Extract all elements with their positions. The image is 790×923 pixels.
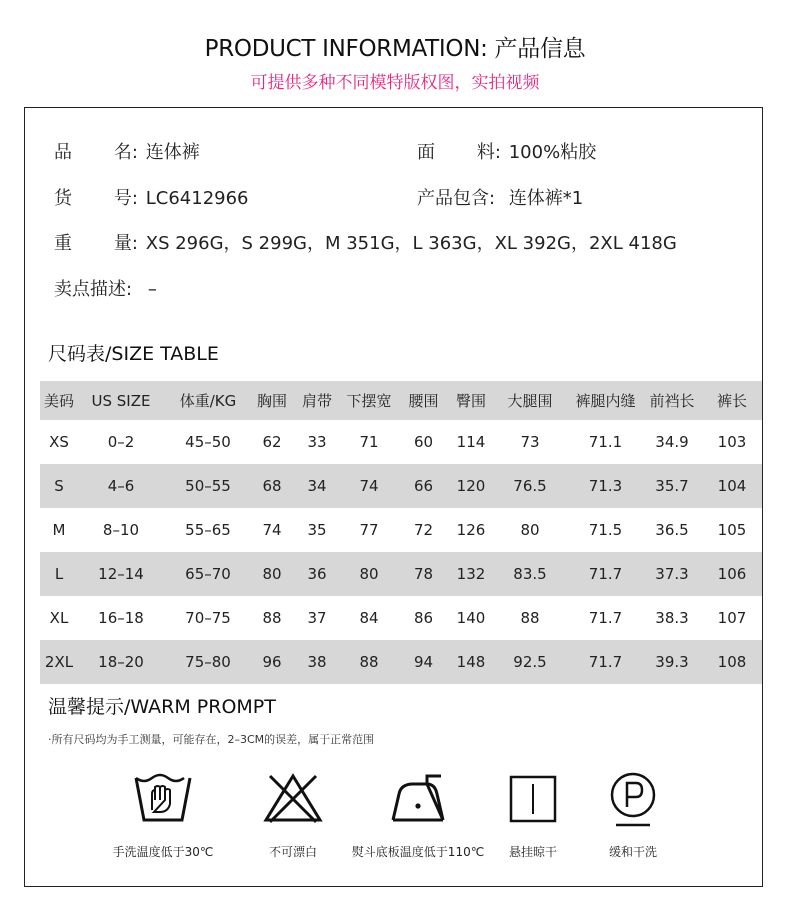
table-row — [40, 596, 762, 640]
table-cell: 0–2 — [107, 433, 135, 451]
includes-value: 连体裤*1 — [508, 188, 584, 209]
table-cell: 74 — [262, 521, 282, 539]
table-cell: 132 — [456, 565, 486, 583]
no-bleach-icon — [262, 770, 324, 826]
table-row — [40, 508, 762, 552]
size-table-header-cell: 体重/KG — [179, 392, 237, 410]
size-table-header-cell: 臀围 — [455, 392, 486, 410]
table-cell: 105 — [717, 521, 747, 539]
table-row — [40, 464, 762, 508]
table-cell: 140 — [456, 609, 486, 627]
page-subtitle: 可提供多种不同模特版权图，实拍视频 — [250, 73, 540, 93]
fabric-row: 面 料: 100%粘胶 — [417, 142, 597, 163]
size-table — [40, 381, 762, 684]
table-cell: 70–75 — [185, 609, 231, 627]
measurement-note: ·所有尺码均为手工测量，可能存在，2–3CM的误差，属于正常范围 — [48, 733, 375, 746]
table-cell: 66 — [413, 477, 434, 495]
table-cell: 18–20 — [98, 653, 144, 671]
table-cell: 80 — [520, 521, 540, 539]
size-table-header-cell: US SIZE — [91, 391, 151, 410]
table-cell: 71.5 — [588, 521, 623, 539]
table-cell: XL — [49, 609, 69, 627]
selling-points-value: – — [147, 279, 157, 300]
table-cell: 71.7 — [588, 609, 623, 627]
care-label: 缓和干洗 — [608, 845, 658, 859]
table-cell: 39.3 — [655, 653, 689, 671]
size-table-header-cell: 裤长 — [716, 392, 747, 410]
table-cell: 103 — [717, 433, 747, 451]
name-value: 连体裤 — [145, 142, 200, 163]
iron-icon — [387, 770, 449, 826]
table-row — [40, 420, 762, 464]
table-cell: 71.3 — [588, 477, 623, 495]
size-table-header-cell: 美码 — [43, 392, 74, 410]
table-cell: 36.5 — [655, 521, 689, 539]
item-number-row: 货 号: LC6412966 — [54, 188, 249, 209]
table-cell: 106 — [717, 565, 747, 583]
table-cell: XS — [49, 433, 69, 451]
table-cell: 74 — [359, 477, 379, 495]
care-item-gentle-dry-clean — [590, 770, 676, 859]
table-cell: 78 — [413, 565, 434, 583]
table-cell: 94 — [413, 653, 434, 671]
table-cell: 104 — [717, 477, 747, 495]
table-row — [40, 552, 762, 596]
table-cell: 96 — [262, 653, 282, 671]
table-cell: 35 — [307, 521, 327, 539]
table-cell: 8–10 — [102, 521, 140, 539]
table-cell: 92.5 — [513, 653, 547, 671]
item-number-value: LC6412966 — [145, 188, 249, 209]
table-cell: 37.3 — [655, 565, 689, 583]
selling-points-row: 卖点描述: – — [54, 279, 157, 300]
care-label: 悬挂晾干 — [508, 845, 558, 859]
table-cell: 68 — [262, 477, 282, 495]
table-cell: 55–65 — [185, 521, 231, 539]
table-cell: 38.3 — [655, 609, 689, 627]
table-cell: 148 — [456, 653, 486, 671]
weight-row: 重 量: XS 296G，S 299G，M 351G，L 363G，XL 392G，2XL 418G — [54, 233, 677, 254]
size-table-header-cell: 裤腿内缝 — [575, 392, 636, 410]
table-cell: 80 — [262, 565, 282, 583]
fabric-value: 100%粘胶 — [508, 142, 597, 163]
care-item-hang-dry — [490, 770, 576, 859]
care-label: 手洗温度低于30℃ — [112, 845, 214, 859]
table-cell: 88 — [520, 609, 540, 627]
table-cell: 114 — [456, 433, 486, 451]
table-cell: 60 — [413, 433, 434, 451]
care-item-iron — [348, 770, 488, 859]
table-cell: 108 — [717, 653, 747, 671]
hand-wash-icon — [132, 770, 194, 826]
size-table-header-cell: 下摆宽 — [346, 392, 392, 410]
table-cell: 86 — [413, 609, 434, 627]
table-cell: 36 — [307, 565, 327, 583]
size-table-header-cell: 肩带 — [301, 392, 332, 410]
table-cell: 107 — [717, 609, 747, 627]
name-row: 品 名: 连体裤 — [54, 142, 200, 163]
table-cell: 38 — [307, 653, 327, 671]
table-cell: 76.5 — [513, 477, 547, 495]
weight-value: XS 296G，S 299G，M 351G，L 363G，XL 392G，2XL 418G — [145, 233, 677, 254]
table-cell: 71.1 — [588, 433, 623, 451]
table-cell: 35.7 — [655, 477, 689, 495]
table-cell: 83.5 — [513, 565, 547, 583]
table-cell: 50–55 — [185, 477, 231, 495]
includes-row: 产品包含: 连体裤*1 — [417, 188, 584, 209]
table-cell: 88 — [262, 609, 282, 627]
table-cell: 71.7 — [588, 653, 623, 671]
size-table-header-cell: 腰围 — [408, 392, 439, 410]
table-cell: 71.7 — [588, 565, 623, 583]
table-cell: 75–80 — [185, 653, 231, 671]
warm-prompt-title: 温馨提示/WARM PROMPT — [48, 696, 276, 718]
table-cell: 73 — [520, 433, 540, 451]
table-cell: 65–70 — [185, 565, 231, 583]
table-cell: 4–6 — [107, 477, 135, 495]
hang-dry-icon — [508, 774, 558, 824]
table-cell: 80 — [359, 565, 379, 583]
table-cell: 71 — [359, 433, 379, 451]
table-cell: 62 — [262, 433, 282, 451]
care-item-no-bleach — [238, 770, 348, 859]
size-table-header — [40, 381, 762, 420]
table-cell: 84 — [359, 609, 379, 627]
care-label: 熨斗底板温度低于110℃ — [351, 845, 485, 859]
table-cell: 34.9 — [655, 433, 689, 451]
size-table-title: 尺码表/SIZE TABLE — [48, 343, 219, 365]
table-row — [40, 640, 762, 684]
table-cell: 45–50 — [185, 433, 231, 451]
care-item-hand-wash — [108, 770, 218, 859]
size-table-header-cell: 前裆长 — [649, 392, 695, 410]
table-cell: 34 — [307, 477, 327, 495]
table-cell: 12–14 — [98, 565, 144, 583]
table-cell: 37 — [307, 609, 327, 627]
table-cell: 72 — [413, 521, 434, 539]
page-title: PRODUCT INFORMATION: 产品信息 — [204, 36, 586, 62]
table-cell: S — [54, 477, 64, 495]
care-label: 不可漂白 — [268, 845, 318, 859]
table-cell: 33 — [307, 433, 327, 451]
table-cell: 77 — [359, 521, 379, 539]
table-cell: 120 — [456, 477, 486, 495]
table-cell: 88 — [359, 653, 379, 671]
gentle-dry-clean-icon — [608, 770, 658, 830]
table-cell: 2XL — [44, 653, 74, 671]
size-table-header-cell: 大腿围 — [507, 392, 553, 410]
table-cell: L — [54, 565, 64, 583]
table-cell: M — [52, 521, 66, 539]
size-table-header-cell: 胸围 — [256, 392, 287, 410]
table-cell: 126 — [456, 521, 486, 539]
table-cell: 16–18 — [98, 609, 144, 627]
